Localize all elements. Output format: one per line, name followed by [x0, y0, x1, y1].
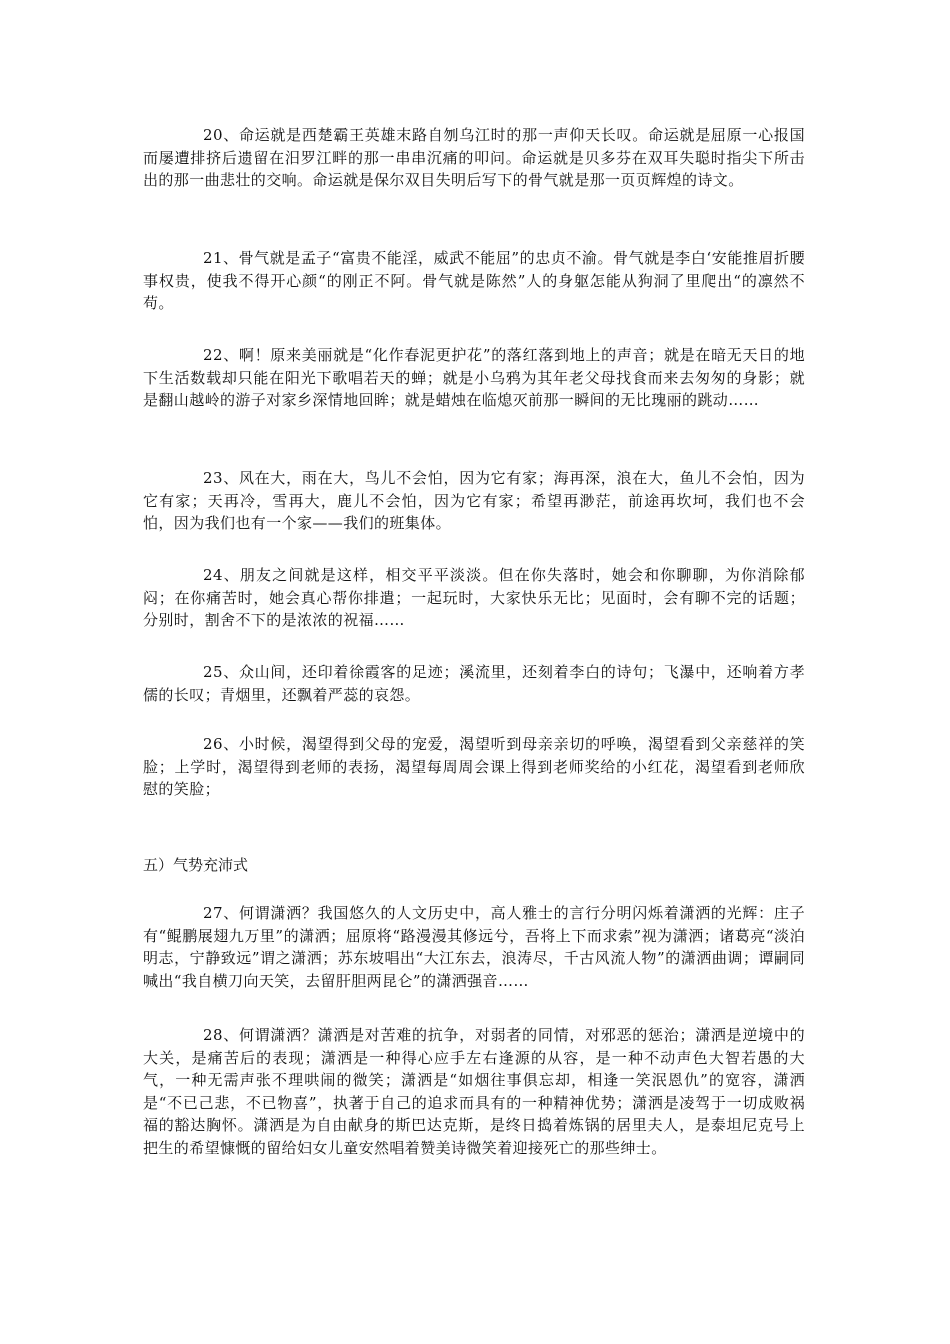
paragraph-27: 27、何谓潇洒？我国悠久的人文历史中，高人雅士的言行分明闪烁着潇洒的光辉：庄子有“鲲鹏展翅九万里”的潇洒；屈原将“路漫漫其修远兮，吾将上下而求索”视为潇洒；诸葛亮“淡泊明志，宁静致远”谓之潇洒；苏东坡唱出“大江东去，浪涛尽，千古风流人物”的潇洒曲调；谭嗣同喊出“我自横刀向天笑，去留肝胆两昆仑”的潇洒强音……: [143, 904, 805, 990]
paragraph-21: 21、骨气就是孟子“富贵不能淫，威武不能屈”的忠贞不渝。骨气就是李白‘安能推眉折腰事权贵，使我不得开心颜“的刚正不阿。骨气就是陈然”人的身躯怎能从狗洞了里爬出“的凛然不苟。: [143, 249, 805, 312]
paragraph-28: 28、何谓潇洒？潇洒是对苦难的抗争，对弱者的同情，对邪恶的惩治；潇洒是逆境中的大关，是痛苦后的表现；潇洒是一种得心应手左右逢源的从容，是一种不动声色大智若愚的大气，一种无需声张不理哄闹的微笑；潇洒是“如烟往事俱忘却，相逢一笑泯恩仇”的宽容，潇洒是“不已己悲，不已物喜”，执著于自己的追求而具有的一种精神优势；潇洒是凌驾于一切成败祸福的豁达胸怀。潇洒是为自由献身的斯巴达克斯，是终日捣着炼锅的居里夫人，是泰坦尼克号上把生的希望慷慨的留给妇女儿童安然唱着赞美诗微笑着迎接死亡的那些绅士。: [143, 1026, 805, 1157]
section-heading: 五）气势充沛式: [143, 856, 249, 874]
paragraph-26: 26、小时候，渴望得到父母的宠爱，渴望听到母亲亲切的呼唤，渴望看到父亲慈祥的笑脸；上学时，渴望得到老师的表扬，渴望每周周会课上得到老师奖给的小红花，渴望看到老师欣慰的笑脸；: [143, 735, 805, 798]
paragraph-22: 22、啊！原来美丽就是“化作春泥更护花”的落红落到地上的声音；就是在暗无天日的地下生活数载却只能在阳光下歌唱若天的蝉；就是小乌鸦为其年老父母找食而来去匆匆的身影；就是翻山越岭的游子对家乡深情地回眸；就是蜡烛在临熄灭前那一瞬间的无比瑰丽的跳动……: [143, 346, 805, 409]
paragraph-20: 20、命运就是西楚霸王英雄末路自刎乌江时的那一声仰天长叹。命运就是屈原一心报国而屡遭排挤后遗留在汨罗江畔的那一串串沉痛的叩问。命运就是贝多芬在双耳失聪时指尖下所击出的那一曲悲壮的交响。命运就是保尔双目失明后写下的骨气就是那一页页辉煌的诗文。: [143, 126, 805, 189]
paragraph-25: 25、众山间，还印着徐霞客的足迹；溪流里，还刻着李白的诗句；飞瀑中，还响着方孝儒的长叹；青烟里，还飘着严蕊的哀怨。: [143, 663, 805, 704]
paragraph-23: 23、风在大，雨在大，鸟儿不会怕，因为它有家；海再深，浪在大，鱼儿不会怕，因为它有家；天再冷，雪再大，鹿儿不会怕，因为它有家；希望再渺茫，前途再坎坷，我们也不会怕，因为我们也有一个家——我们的班集体。: [143, 469, 805, 532]
paragraph-24: 24、朋友之间就是这样，相交平平淡淡。但在你失落时，她会和你聊聊，为你消除郁闷；在你痛苦时，她会真心帮你排遣；一起玩时，大家快乐无比；见面时，会有聊不完的话题；分别时，割舍不下的是浓浓的祝福……: [143, 566, 805, 629]
